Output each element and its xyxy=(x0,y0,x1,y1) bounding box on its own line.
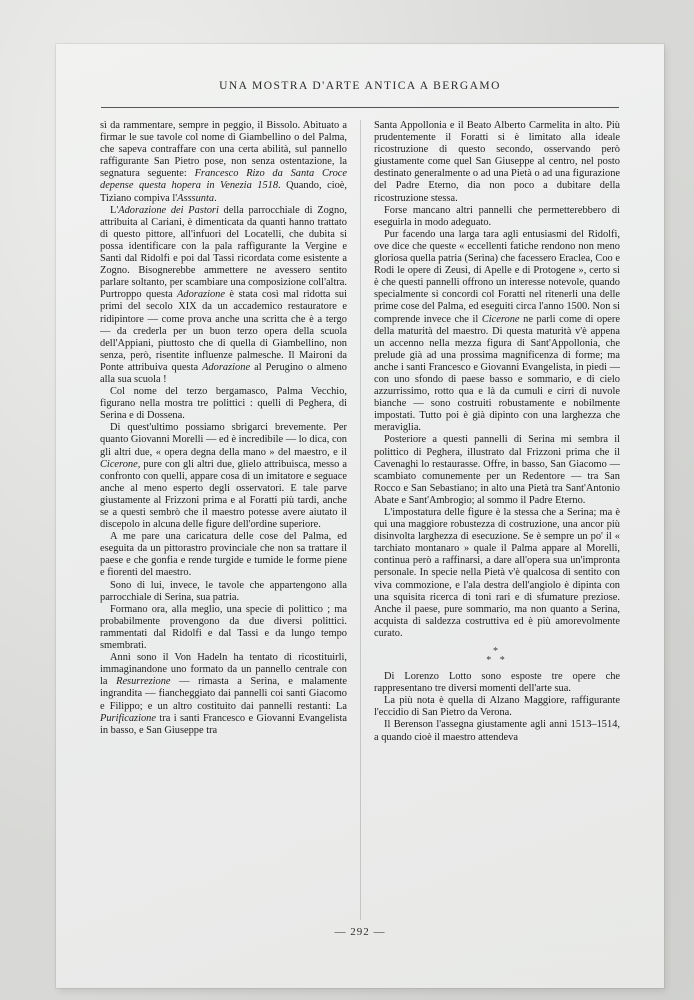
asterism-separator xyxy=(374,647,620,665)
page-number: — 292 — xyxy=(334,926,386,938)
running-head: UNA MOSTRA D'ARTE ANTICA A BERGAMO xyxy=(219,80,501,92)
paragraph: Pur facendo una larga tara agli entusiasmi del Ridolfi, ove dice che queste « eccellenti fatiche rendono non meno gloriosa quella patria (Serina) che facessero Eraclea, Coo e Rodi le opere di Zeusi, di Apelle e di Protogene », certo si è che questi pannelli offrono un interesse notevole, quando specialmente si concordi col Foratti nel ritenerli una delle prime cose del Palma, ed eseguiti circa l'anno 1500. Non si comprende invece che il Cicerone ne parli come di opere della maturità del maestro. Di questa maturità v'è appena un accenno nella mezza figura di Sant'Appollonia, che prelude già ad una prossima magnificenza di forme; ma anche i santi Francesco e Giovanni Evangelista, in piedi — con uno sfondo di paese basso e sommario, e di cielo azzurrissimo, rotto qua e là da cumuli e cirri di nuvole bianche — sono costruiti robustamente e nobilmente impostati. Tutto poi è già dipinto con una larghezza che meraviglia. xyxy=(374,228,620,434)
paragraph: Col nome del terzo bergamasco, Palma Vecchio, figurano nella mostra tre polittici : quelli di Peghera, di Serina e di Dossena. xyxy=(100,386,347,422)
paragraph: La più nota è quella di Alzano Maggiore, raffigurante l'eccidio di San Pietro da Verona. xyxy=(374,695,620,719)
header-rule xyxy=(101,107,619,108)
paragraph: Sono di lui, invece, le tavole che appartengono alla parrocchiale di Serina, sua patria. xyxy=(100,579,347,603)
paragraph: Il Berenson l'assegna giustamente agli anni 1513–1514, a quando cioè il maestro attendeva xyxy=(374,719,620,743)
paragraph: Posteriore a questi pannelli di Serina mi sembra il polittico di Peghera, illustrato dal Frizzoni prima che il Cavenaghi lo restaurasse. Offre, in basso, San Giacomo — scambiato comunemente per un Redentore — tra San Rocco e San Sebastiano; in alto una Pietà tra Sant'Antonio Abate e Sant'Ambrogio; al sommo il Padre Eterno. xyxy=(374,434,620,506)
paragraph: Anni sono il Von Hadeln ha tentato di ricostituirli, immaginandone uno formato da un pannello centrale con la Resurrezione — rimasta a Serina, e malamente ingrandita — fiancheggiato dai pannelli coi santi Giacomo e Filippo; e un altro costituito dai pannelli restanti: La Purificazione tra i santi Francesco e Giovanni Evangelista in basso, e San Giuseppe tra xyxy=(100,652,347,736)
paragraph: sì da rammentare, sempre in peggio, il Bissolo. Abituato a firmar le sue tavole col nome di Giambellino o del Palma, che sapeva contraffare con una certa abilità, sul pannello raffigurante San Pietro pose, non senza ostentazione, la segnatura seguente: Francesco Rizo da Santa Croce depense questa hopera in Venezia 1518. Quando, cioè, Tiziano compiva l'Asssunta. xyxy=(100,120,347,204)
asterism-top: * xyxy=(493,646,501,658)
paragraph: Di quest'ultimo possiamo sbrigarci brevemente. Per quanto Giovanni Morelli — ed è incredibile — lo dica, con gli altri due, « opera degna della mano » del maestro, e il Cicerone, pure con gli altri due, glielo attribuisca, messo a confronto con quelli, appare cosa di un imitatore e seguace anche al meno esperto degli osservatori. E tale parve giustamente al Frizzoni prima e al Foratti più tardi, anche se a questi sembrò che il maestro potesse avere aiutato il discepolo in alcuna delle figure dell'ordine superiore. xyxy=(100,422,347,531)
paragraph: L'Adorazione dei Pastori della parrocchiale di Zogno, attribuita al Cariani, è dimenticata da quanti hanno trattato di questo pittore, all'infuori del Locatelli, che dubita si possa identificare con la pala raffigurante la Vergine e Santi dal Ridolfi e poi dal Tassi ricordata come esistente a Zogno. Bisognerebbe ammettere ne avessero sentito parlare soltanto, per scambiare una composizione coll'altra. Purtroppo questa Adorazione è stata così mal ridotta sui primi del secolo XIX da un accademico restauratore e ridipintore — come prova anche una scritta che è a tergo — da crederla per un buon terzo opera della scuola dell'Appiani, piuttosto che di quella di Giambellino, non senza, però, risentite influenze palmesche. Il Maironi da Ponte attribuiva questa Adorazione al Perugino o almeno alla sua scuola ! xyxy=(100,204,347,385)
left-column xyxy=(100,120,360,920)
right-column xyxy=(360,120,620,920)
body-columns xyxy=(100,120,620,920)
page-sheet xyxy=(56,44,664,988)
paragraph: Forse mancano altri pannelli che permetterebbero di eseguirla in modo adeguato. xyxy=(374,204,620,228)
paragraph: Formano ora, alla meglio, una specie di polittico ; ma probabilmente provengono da due diversi polittici. rammentati dal Ridolfi e dal Tassi e da lungo tempo smembrati. xyxy=(100,603,347,652)
paragraph: L'impostatura delle figure è la stessa che a Serina; ma è qui una maggiore robustezza di costruzione, una ancor più disinvolta larghezza di esecuzione. Se è sempre un po' il « tarchiato montanaro » quale il Palma appare al Morelli, continua però a raffinarsi, a dare all'opera sua un'impronta personale. In specie nella Pietà v'è qualcosa di sentito con viva commozione, e l'ala destra dell'angiolo è dipinta con una squisita ricerca di toni rari e di sfumature preziose. Anche il paese, pure sommario, ma non quanto a Serina, acquista di saldezza costruttiva ed è più amorevolmente curato. xyxy=(374,507,620,639)
asterism-bottom: * * xyxy=(486,655,508,667)
paragraph: Santa Appollonia e il Beato Alberto Carmelita in alto. Più prudentemente il Foratti si è limitato alla ideale ricostruzione di questo secondo, osservando però giustamente come quel San Giuseppe al centro, nel posto destinato generalmente o ad una Pietà o ad una figurazione del Padre Eterno, dia non poco a dubitare della ricostruzione stessa. xyxy=(374,120,620,204)
paragraph: Di Lorenzo Lotto sono esposte tre opere che rappresentano tre diversi momenti dell'arte sua. xyxy=(374,671,620,695)
paragraph: A me pare una caricatura delle cose del Palma, ed eseguita da un pittorastro provinciale che non sa trattare il paese e che gonfia e rende turgide e tumide le forme piene e fiorenti del maestro. xyxy=(100,531,347,579)
